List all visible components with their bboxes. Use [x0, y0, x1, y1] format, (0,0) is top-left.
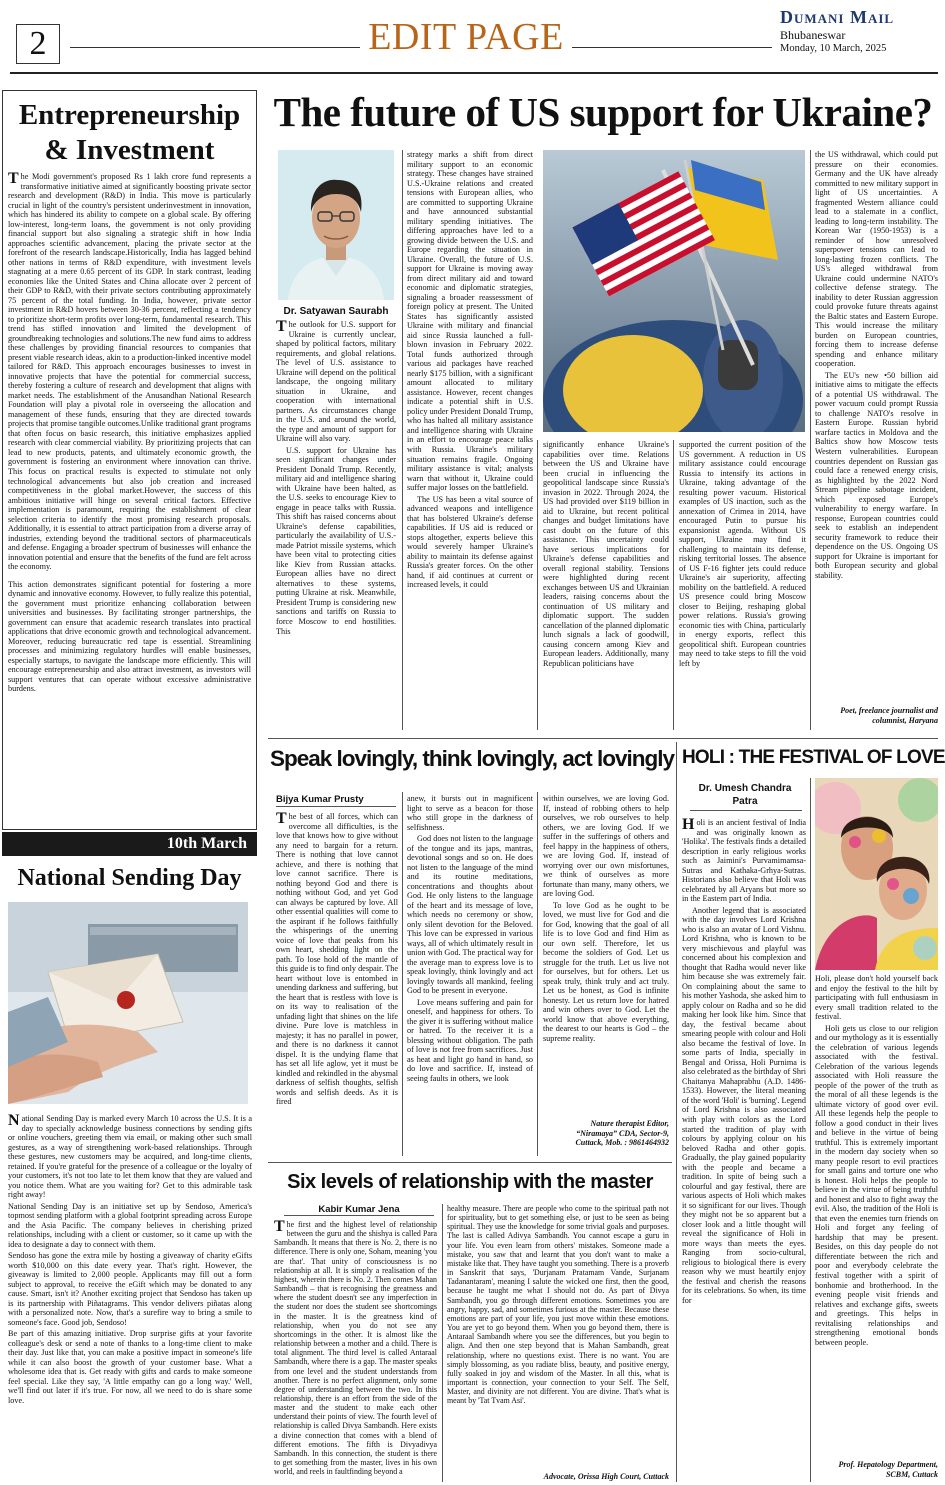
holi-column-1	[682, 818, 806, 1482]
holi-author-line1: Dr. Umesh Chandra	[698, 783, 792, 794]
holi-signature-line1: Prof. Hepatology Department,	[838, 1460, 938, 1469]
ukraine-col5-paragraph-2: The EU's new •50 billion aid initiative aims to mitigate the effects of a potential US withdrawal. The power vacuum could prompt Russia to challenge NATO's resolve in Eastern Europe. Russian hybrid warfare tactics in Moldova and the Baltics show how Moscow tests Western vulnerabilities. European countries dependent on Russian gas could face a renewed energy crisis, as highlighted by the 2022 Nord Stream pipeline sabotage incident, which exposed Europe's vulnerability to energy warfare. In response, European countries could seek to establish an independent security framework to reduce their dependence on the US. Ongoing US support for Ukraine is important for both European security and global stability.	[815, 370, 938, 580]
ukraine-col2-paragraph-2: The US has been a vital source of advanced weapons and intelligence that has bolstered Ukraine's defense capabilities. If US aid is reduced or stops altogether, experts believe this would severely hamper Ukraine's ability to maintain its defense against Russia's greater forces. On the other hand, if aid continues at current or increased levels, it could	[407, 494, 533, 590]
ukraine-column-5	[815, 150, 938, 700]
holi-column-2	[815, 974, 938, 1458]
ukraine-col1-paragraph-1: The outlook for U.S. support for Ukraine is currently unclear, shaped by political factors, military requirements, and global relations. The level of U.S. assistance to Ukraine will depend on the political landscape, the ongoing military situation in Ukraine, and cooperation with international partners. As circumstances change in the U.S. and around the world, the type and amount of support for Ukraine will also vary.	[276, 320, 396, 444]
six-levels-col1-paragraph: The first and the highest level of relationship between the guru and the shishya is called Para Sambandh. It means that there is No. 2, there is no difference. There is only one, Soham, meaning 'you are that'. That unity of consciousness is no relationship at all. It is simply a realisation of the highest, wherein there is No. 2. Then comes Mahan Sambandh – that is recognising the greatness and where the student doesn't see any imperfection in the student nor does the student see shortcomings in the master. It is the greatness kind of relationship, when you do not see any shortcomings in the other. It is almost like the relationship between a mother and a child. There is total alignment. The third level is called Antaraal Sambandh, where there is a gap. The master speaks from one level and the student understands from another. There is no perfect alignment, only some degree of understanding between the two. In this relationship, there is an effort from the side of the master and the student to make each other understand their points of view. The fourth level of relationship is called Divya Sambandh. Here exists a divine connection that comes with a blend of different emotions. The fifth is Divyadivya Sambandh. In this connection, the student is there to get something from the master, lives in his own world, and reels in faultfinding beyond a	[274, 1220, 437, 1477]
speak-col3-paragraph-1: within ourselves, we are loving God. If, instead of robbing others to help ourselves, we rob ourselves to help others, we are loving God. If we suffer in the sufferings of others and feel happy in the happiness of others, we are loving God. If, instead of worrying over our own misfortunes, we think of ourselves as more fortunate than many, many others, we are loving God.	[543, 794, 669, 899]
six-levels-byline-rule	[284, 1215, 434, 1216]
ukraine-column-2	[407, 150, 533, 730]
ukraine-author: Dr. Satyawan Saurabh	[283, 306, 389, 317]
entrepreneurship-paragraph-2: This action demonstrates significant potential for fostering a more dynamic and innovative economy. However, to fully realize this potential, the government must prioritize enhancing collaboration between universities and businesses. By facilitating stronger partnerships, the government can ensure that academic research translates into practical applications that drive economic growth and technological advancement. Moreover, reducing bureaucratic red tape is essential. Streamlining processes and minimizing regulatory hurdles will enable businesses, especially startups, to navigate the landscape more efficiently. This will encourage entrepreneurship and also attract investment, as investors will support ventures that can operate without excessive administrative burdens.	[8, 579, 251, 694]
header-rule-left	[70, 47, 360, 48]
speak-col2-paragraph-3: Love means suffering and pain for oneself, and happiness for others. To the giver it is suffering without malice or hatred. To the receiver it is a blessing without obligation. The path of love is not free from sacrifices. Just as heat and light go hand in hand, so do love and sacrifice. If, instead of seeing faults in others, we look	[407, 997, 533, 1083]
speak-divider-1	[402, 792, 403, 1156]
entrepreneurship-title-line2: & Investment	[44, 133, 215, 166]
speak-col2-paragraph-1: anew, it bursts out in magnificent light to serve as a beacon for those who still grope in the darkness of selfishness.	[407, 794, 533, 832]
holi-divider	[810, 778, 811, 1482]
holi-signature	[815, 1460, 938, 1479]
sending-day-paragraph-2: National Sending Day is an initiative set up by Sendoso, America's topmost sending platform with a global footprint spreading across Europe and the Asia Pacific. The company believes in cherishing prized relationships, including with a client or customer, so it came up with the idea to designate a day to connect with them.	[8, 1201, 252, 1249]
holi-title: HOLI : THE FESTIVAL OF LOVE	[682, 747, 945, 768]
six-levels-column-2	[447, 1204, 669, 1470]
six-levels-author: Kabir Kumar Jena	[318, 1204, 400, 1215]
ukraine-divider-1	[402, 150, 403, 730]
speak-col3-paragraph-2: To love God as he ought to be loved, we must live for God and die for God, knowing that the goal of all life is to love God and find Him as our own self. Therefore, let us become the soldiers of God. Let us struggle for the truth. Let us live not for ourselves, but for others. Let us speak truly, think truly and act truly. Let us be honest, as God is infinite honesty. Let us return love for hatred and win others over to God. Let the world know that above everything, the dearest to our hearts is God – the supreme reality.	[543, 900, 669, 1043]
ukraine-divider-4	[810, 150, 811, 730]
speak-column-2	[407, 794, 533, 1156]
ukraine-column-1	[276, 320, 396, 730]
holi-author	[682, 782, 808, 808]
ukraine-col3-paragraph: significantly enhance Ukraine's capabilities over time. Relations between the US and Ukraine have been crucial in influencing the geopolitical landscape since Russia's invasion in 2022. Through 2024, the US had provided over $119 billion in aid to Ukraine, but recent political changes and budget limitations have cast doubt on the future of this assistance. This uncertainty could have serious implications for Ukraine's defense capabilities and overall regional stability. Tensions were highlighted during recent exchanges between US and Ukrainian leaders, raising concerns about the continuation of US military and diplomatic support. The sudden cancellation of the planned diplomatic lunch signals a lack of goodwill, causing concern among Kiev and European leaders. Additionally, many Republican politicians have	[543, 440, 669, 668]
six-levels-signature: Advocate, Orissa High Court, Cuttack	[543, 1472, 669, 1481]
speak-col2-paragraph-2: God does not listen to the language of the tongue and its japs, mantras, devotional songs and so on. He does not listen to the language of the mind and its routine meditations, concentrations and thoughts about God. He only listens to the language of the heart and its message of love, which needs no ceremony or show, only silent devotion for the Beloved. This love can be expressed in various ways, all of which ultimately result in union with God. The practical way for the average man to express love is to speak lovingly, think lovingly and act lovingly towards all mankind, feeling God to be present in everyone.	[407, 834, 533, 996]
speak-title: Speak lovingly, think lovingly, act lovingly	[270, 746, 675, 771]
speak-signature-line3: Cuttack, Mob. : 9861464932	[575, 1138, 669, 1148]
holi-signature-line2: SCBM, Cuttack	[885, 1469, 938, 1479]
ukraine-signature	[815, 706, 938, 725]
issue-date: Monday, 10 March, 2025	[780, 43, 887, 55]
holi-col1-paragraph-1: Holi is an ancient festival of India and was originally known as 'Holika'. The festivals finds a detailed description in early religious works such as Jaimini's Purvamimamsa-Sutras and Kathaka-Grhya-Sutras. Historians also believe that Holi was celebrated by all Aryans but more so in the Eastern part of India.	[682, 818, 806, 904]
six-levels-column-1	[274, 1220, 437, 1482]
envelope-handoff-photo	[8, 902, 248, 1104]
author-portrait	[278, 150, 394, 300]
sending-day-date-bar	[2, 832, 257, 856]
speak-byline-rule	[276, 806, 396, 807]
header-bottom-rule	[10, 72, 938, 74]
page-number: 2	[29, 25, 47, 62]
holi-col2-paragraph-2: Holi gets us close to our religion and our mythology as it is essentially the celebration of various legends associated with the festival. Celebration of the various legends associated with Holi reassure the people of the power of the truth as the moral of all these legends is the ultimate victory of good over evil. All these legends help the people to follow a good conduct in their lives and believe in the virtue of being truthful. This is extremely important in the modern day society when so many people resort to evil practices for small gains and torture one who is honest. Holi helps the people to believe in the virtue of being truthful and honest and also to fight away the evil. Also, the tradition of the Holi is that even the enemies turn friends on Holi and forget any feeling of hardship that may be present. Besides, on this day people do not differentiate between the rich and poor and everybody celebrate the festival together with a spirit of bonhomie and brotherhood. In the evening people visit friends and relatives and exchange gifts, sweets and greetings. This helps in revitalising relationships and strengthening emotional bonds between people.	[815, 1023, 938, 1347]
sending-day-date: 10th March	[166, 835, 247, 852]
ukraine-signature-line2: columnist, Haryana	[872, 715, 938, 725]
ukraine-divider-3	[673, 440, 674, 730]
entrepreneurship-title-line1: Entrepreneurship	[18, 99, 241, 131]
holi-author-line2: Patra	[732, 796, 758, 807]
six-levels-divider	[442, 1204, 443, 1482]
masthead-city: Bhubaneswar	[780, 27, 846, 42]
speak-divider-2	[537, 792, 538, 1156]
ukraine-divider-2	[537, 440, 538, 730]
speak-column-1	[276, 812, 398, 1156]
speak-column-3	[543, 794, 669, 1112]
entrepreneurship-paragraph-1: The Modi government's proposed Rs 1 lakh crore fund represents a transformative initiative aimed at significantly boosting private sector research and development (R&D) in India. This move is particularly crucial in light of the country's persistent underinvestment in innovation, which has hindered its ability to compete on a global scale. By offering low-interest, long-term loans, the government is not only providing financial support but also signaling a strategic shift in how India approaches scientific advancement, placing the private sector at the forefront of the research landscape.Historically, India has lagged behind other nations in terms of R&D expenditure, with investment levels stagnating at a mere 0.65 percent of its GDP. In stark contrast, leading economies like the United States and China allocate over 2 percent of their GDP to R&D, with their private sectors contributing approximately 75 percent of the total funding. In India, however, private sector investment in R&D hovers between 30-36 percent, reflecting a tendency to prioritize short-term profits over long-term, fundamental research. This trend has stifled innovation and limited the development of groundbreaking technologies and solutions.The new fund aims to address these challenges by providing financial resources to companies that present viable research ideas, akin to a production-linked incentive model tailored for R&D. This approach encourages businesses to invest in innovative projects that have the potential for commercial success, thereby fostering a culture of research and development that aligns with market needs. The establishment of the Anusandhan National Research Foundation will play a pivotal role in overseeing the allocation and management of these funds, ensuring that they are directed towards projects that promise tangible outcomes.Unlike traditional grant programs that often focus on basic research, this initiative emphasizes applied research with clear commercial viability. By prioritizing projects that can lead to new products, patents, and ultimately economic growth, the government is fostering an environment where innovation can thrive. This focus on practical results is expected to stimulate not only technological advancements but also job creation and increased competitiveness in the global market.However, the success of this ambitious initiative will hinge on several critical factors. Effective implementation is paramount, requiring the establishment of clear selection criteria to identify the most promising research proposals. Additionally, it is essential to attract participation from a diverse array of industries, extending beyond the traditional sectors of pharmaceuticals and defense. Engaging a broader spectrum of businesses will enhance the innovation potential and ensure that the benefits of the fund are felt across the economy.	[8, 172, 251, 572]
ukraine-col4-paragraph: supported the current position of the US government. A reduction in US military assistance could encourage Russia to intensify its actions in Ukraine, taking advantage of the resulting power vacuum. Historical examples of US inaction, such as the annexation of Crimea in 2014, have encouraged Putin to pursue his expansionist agenda. Without US support, Ukraine may find it challenging to maintain its defense, risking territorial losses. The absence of US F-16 fighter jets could reduce Ukraine's air superiority, affecting mobility on the battlefield. A reduced US presence could bring Moscow closer to Beijing, reshaping global power relations. Russia's growing economic ties with China, particularly in energy exports, reflect this geopolitical shift. European countries may need to take steps to fill the void left by	[679, 440, 806, 668]
ukraine-title: The future of US support for Ukraine?	[273, 89, 933, 135]
ukraine-signature-line1: Poet, freelance journalist and	[840, 706, 938, 715]
ukraine-column-3	[543, 440, 669, 730]
holi-col2-paragraph-1: Holi, please don't hold yourself back and enjoy the festival to the hilt by participating with full enthusiasm in every small tradition related to the festival.	[815, 974, 938, 1022]
entrepreneurship-body	[8, 172, 251, 826]
masthead	[780, 8, 940, 56]
sending-day-paragraph-4: Be part of this amazing initiative. Drop surprise gifts at your favorite colleague's desk or send a note of thanks to a long-time client to make their day. Just like that, you can make a positive impact in someone's life while it can also boost the growth of your customer base. What a wholesome idea that is. Get ready with gifts and cards to make someone feel special. Like they say, 'A little empathy can go a long way.' Well, we'll find out later if it's true. For now, all we need to do is share some love.	[8, 1329, 252, 1405]
six-levels-col2-paragraph: healthy measure. There are people who come to the spiritual path not for spirituality, but to get something else, or just to be seen as being spiritual. They use the knowledge for some trivial goals and purposes. The last is called Adivya Sambandh. You cannot escape a guru in your life. You even learn from others' mistakes. Someone made a mistake, you saw that and learnt that you don't want to make a mistake like that. They have taught you something. There is a proverb in Sanskrit that says, 'Durjanam Pratamam Vande, Surjanam Tadanantaram', meaning I salute the wicked one first, then the good, because he taught me what I should not do. As part of Divya Sambandh, you go through different emotions. Sometimes you are angry, happy, sad, and sometimes furious at the master. Because these emotions are part of your life, you just move within these emotions. You are yet to go beyond them. When you go beyond them, there is Antaraal Sambandh where you see the differences, but you begin to align. And then one step beyond that is Mahan Sambandh, great relationship, where no questions exist. There is no want. You are simply blossoming, as you radiate bliss, beauty, and positive energy, fully soaked in joy and wisdom of the Master. In all this, what is important is connection, your connection to your Self. The Self, Master, and divinity are not different. You are divine. That's what is meant by 'Tat Tvam Asi'.	[447, 1204, 669, 1406]
sending-day-title: National Sending Day	[17, 865, 242, 891]
ukraine-col2-paragraph-1: strategy marks a shift from direct military support to an economic strategy. These changes have strained U.S.-Ukraine relations and created tensions with European allies, who are committed to supporting Ukraine and have announced substantial military spending initiatives. The differing approaches have led to a growing divide between the U.S. and Europe regarding the situation in Ukraine. Overall, the future of U.S. support for Ukraine is moving away from direct military aid and toward economic and diplomatic strategies, signaling a broader reassessment of foreign policy at present. The United States has significantly assisted Ukraine with military and financial aid since Russia launched a full-blown invasion in February 2022. Total funds authorized through various aid packages have reached nearly $175 billion, with a significant amount allocated to military assistance. However, recent changes indicate a potential shift in U.S. policy under President Donald Trump, who has halted all military assistance and intelligence sharing with Ukraine in an effort to encourage peace talks with Russia. Ukraine's military situation remains fragile. Ongoing military assistance is vital; analysts warn that without it, Ukraine could suffer major losses on the battlefield.	[407, 150, 533, 493]
section-title: EDIT PAGE	[368, 16, 564, 58]
six-levels-top-rule	[268, 1162, 672, 1163]
speak-signature-line1: Nature therapist Editor,	[590, 1119, 669, 1128]
ukraine-bottom-rule	[268, 738, 938, 739]
speak-signature-line2: “Niramaya” CDA, Sector-9,	[576, 1128, 669, 1138]
holi-colours-couple-photo	[815, 778, 938, 970]
ukraine-column-4	[679, 440, 806, 730]
sending-day-body	[8, 1114, 252, 1480]
speak-col1-paragraph: The best of all forces, which can overcome all difficulties, is the love that knows how to give without any need to bargain for a return. There is nothing that love cannot achieve, and there is nothing that love cannot sacrifice. There is nothing beyond God and there is nothing without God, and yet God can always be captured by love. All other essential qualities will come to the aspirant if he follows faithfully the whisperings of the unerring voice of love that peaks from his own heart, shedding light on the path. To lose hold of the mantle of this guide is to find only despair. The heart without love is entombed in unending darkness and suffering, but the heart that is restless with love is on its way to realisation of the unfading light that shines on the life divine. Pure love is matchless in majesty; it has no parallel in power, and there is no darkness it cannot dispel. It is the undying flame that has set all life aglow, yet it must be kindled and rekindled in the abysmal darkness of selfish thoughts, selfish words and selfish deeds. As it is fired	[276, 812, 398, 1107]
speak-signature	[543, 1119, 669, 1148]
holi-left-rule	[676, 742, 677, 1482]
holi-byline-rule	[690, 810, 802, 811]
speak-author: Bijya Kumar Prusty	[276, 794, 364, 805]
us-ukraine-flags-photo	[543, 150, 805, 432]
six-levels-title: Six levels of relationship with the master	[287, 1171, 653, 1193]
header-rule-right	[572, 47, 772, 48]
entrepreneurship-title	[4, 98, 255, 168]
sending-day-paragraph-1: National Sending Day is marked every March 10 across the U.S. It is a day to specially acknowledge business connections by sending gifts or online vouchers, greeting them via email, or making other such small gestures, as a way of strengthening work-based relationships. Through these gestures, new customers may be acquired, and long-time clients, retained. If you're grateful for the presence of a colleague or the loyalty of your customers, it's not too late to let them know that they are valued and you notice them. What are you waiting for? Get to this admirable task right away!	[8, 1114, 252, 1200]
masthead-name: Dumani Mail	[780, 7, 895, 27]
ukraine-col5-paragraph-1: the US withdrawal, which could put pressure on their economies. Germany and the UK have already committed to new military support in light of US uncertainties. A fragmented Western alliance could lead to a stalemate in a conflict, leading to long-term instability. The Korean War (1950-1953) is a reminder of how unresolved superpower tensions can lead to long-lasting frozen conflicts. The US's alleged withdrawal from Ukraine could undermine NATO's collective defense strategy. The inability to deter Russian aggression could provoke future threats against the Baltic states and Eastern Europe. This would increase the military burden on European countries, forcing them to increase defense spending and enhance military cooperation.	[815, 150, 938, 369]
holi-col1-paragraph-2: Another legend that is associated with the day involves Lord Krishna who is also an avatar of Lord Vishnu. Lord Krishna, who is known to be very mischievous and playful was concerned about his complexion and thought that Radha would never like him because she was extremely fair. On complaining about the same to his mother Yashoda, she asked him to apply colour on Radha and so he did making her look like him. Since that day, the festival became about smearing people with colour and Holi also became the festival of love. In some parts of India, specially in Bengal and Orissa, Holi Purnima is also celebrated as the birthday of Shri Chaitanya Mahaprabhu (A.D. 1486-1533). However, the literal meaning of the word 'Holi' is 'burning'. Legend of Lord Krishna is also associated with play with colors as the Lord started the tradition of play with colours by applying colour on his beloved Radha and other gopis. Gradually, the play gained popularity with the people and became a tradition. In spite of being such a colourful and gay festival, there are various aspects of Holi which makes it so significant for our lives. Though they might not be so apparent but a closer look and a little thought will reveal the significance of Holi in more ways than meets the eyes. Ranging from socio-cultural, religious to biological there is every reason why we must heartily enjoy the festival and cherish the reasons for its celebrations. So when, its time for	[682, 905, 806, 1305]
page-number-box	[16, 24, 60, 64]
ukraine-col1-paragraph-2: U.S. support for Ukraine has seen significant changes under President Donald Trump. Recently, military aid and intelligence sharing with Ukraine have been halted, as the U.S. seeks to encourage Kiev to engage in peace talks with Russia. This shift has raised concerns about Ukraine's defense capabilities, particularly the availability of U.S.-made Patriot missile systems, which have been vital to protecting cities like Kiev from Russian attacks. European allies have no direct alternatives to these systems, putting Ukraine at risk. Meanwhile, President Trump is considering new sanctions and tariffs on Russia to force Moscow to end hostilities. This	[276, 445, 396, 636]
sending-day-paragraph-3: Sendoso has gone the extra mile by hosting a giveaway of charity eGifts worth $10,000 on this date every year. That's right. However, the giveaway is limited to 2,000 people. Applicants may fill out a form subject to approval, to receive the eGift which may be donated to any cause. Smart, isn't it? Another exciting project that Sendoso has taken up is its partnership with Piñatagrams. This vendor delivers piñatas along with a personalized note. Now, that's a surefire way to bring a smile to someone's face. Good job, Sendoso!	[8, 1251, 252, 1327]
